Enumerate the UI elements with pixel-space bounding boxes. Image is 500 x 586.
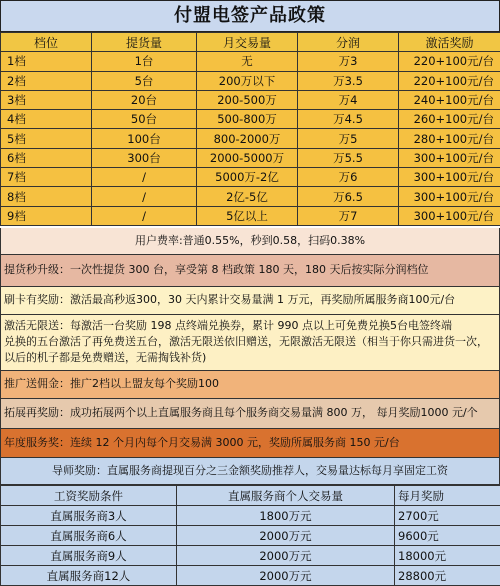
- table-row: [1, 546, 500, 566]
- tier-stock: 20台: [92, 90, 197, 109]
- wage-monthly: 18000元: [395, 546, 500, 566]
- table-row: [1, 71, 500, 90]
- wage-monthly: 28800元: [395, 566, 500, 586]
- tier-stock: 300台: [92, 148, 197, 167]
- card-reward-policy: 刷卡有奖励：激活最高秒返300，30 天内累计交易量满 1 万元，再奖励所属服务商100元/台: [0, 287, 500, 315]
- wage-header-condition: 工资奖励条件: [1, 486, 177, 506]
- tier-reward: 220+100元/台: [399, 52, 500, 71]
- unlimited-activation-policy: [0, 315, 500, 371]
- table-row: [1, 148, 500, 167]
- table-row: [1, 168, 500, 187]
- wage-monthly: 9600元: [395, 526, 500, 546]
- tier-volume: 2000-5000万: [197, 148, 298, 167]
- tier-reward: 240+100元/台: [399, 90, 500, 109]
- tier-header-share: 分润: [298, 33, 399, 52]
- tier-table-header: [1, 33, 500, 52]
- tier-level: 3档: [1, 90, 92, 109]
- tier-reward: 220+100元/台: [399, 71, 500, 90]
- table-row: [1, 187, 500, 206]
- tier-reward: 280+100元/台: [399, 129, 500, 148]
- tier-header-reward: 激活奖励: [399, 33, 500, 52]
- wage-volume: 2000万元: [177, 566, 395, 586]
- tier-stock: 5台: [92, 71, 197, 90]
- unlimited-line-3: 以后的机子都是免费赠送，无需掏钱补货): [4, 350, 496, 366]
- wage-table-header: [1, 486, 500, 506]
- expansion-policy: 拓展再奖励：成功拓展两个以上直属服务商且每个服务商交易量满 800 万， 每月奖励1000 元/个: [0, 399, 500, 429]
- table-row: [1, 52, 500, 71]
- tier-level: 4档: [1, 110, 92, 129]
- wage-condition: 直属服务商9人: [1, 546, 177, 566]
- tier-share: 万3: [298, 52, 399, 71]
- unlimited-line-2: 兑换的五台激活了再免费送五台，激活无限送依旧赠送，无限激活无限送（相当于你只需进货一次，: [4, 334, 496, 350]
- tier-level: 1档: [1, 52, 92, 71]
- tier-stock: /: [92, 206, 197, 225]
- mentor-reward-line: 导师奖励：直属服务商提现百分之三金额奖励推荐人，交易量达标每月享固定工资: [0, 458, 500, 485]
- tier-volume: 800-2000万: [197, 129, 298, 148]
- wage-volume: 2000万元: [177, 526, 395, 546]
- table-row: [1, 129, 500, 148]
- tier-volume: 200万以下: [197, 71, 298, 90]
- tier-share: 万5.5: [298, 148, 399, 167]
- wage-condition: 直属服务商6人: [1, 526, 177, 546]
- wage-volume: 1800万元: [177, 506, 395, 526]
- page-title: 付盟电签产品政策: [0, 0, 500, 32]
- tier-reward: 300+100元/台: [399, 148, 500, 167]
- tier-volume: 5000万-2亿: [197, 168, 298, 187]
- tier-level: 5档: [1, 129, 92, 148]
- unlimited-line-1: 激活无限送：每激活一台奖励 198 点终端兑换券，累计 990 点以上可免费兑换5台电签终端: [4, 318, 496, 334]
- tier-level: 7档: [1, 168, 92, 187]
- tier-level: 8档: [1, 187, 92, 206]
- wage-header-volume: 直属服务商个人交易量: [177, 486, 395, 506]
- tier-share: 万6.5: [298, 187, 399, 206]
- tier-stock: /: [92, 168, 197, 187]
- referral-policy: 推广送佣金：推广2档以上盟友每个奖励100: [0, 371, 500, 399]
- wage-table: [0, 485, 500, 586]
- tier-share: 万5: [298, 129, 399, 148]
- table-row: [1, 566, 500, 586]
- table-row: [1, 526, 500, 546]
- tier-volume: 无: [197, 52, 298, 71]
- tier-stock: 50台: [92, 110, 197, 129]
- tier-level: 9档: [1, 206, 92, 225]
- wage-condition: 直属服务商12人: [1, 566, 177, 586]
- user-rate-line: 用户费率:普通0.55%，秒到0.58，扫码0.38%: [0, 228, 500, 255]
- wage-monthly: 2700元: [395, 506, 500, 526]
- tier-stock: 1台: [92, 52, 197, 71]
- tier-share: 万6: [298, 168, 399, 187]
- tier-reward: 260+100元/台: [399, 110, 500, 129]
- tier-volume: 500-800万: [197, 110, 298, 129]
- annual-service-policy: 年度服务奖：连续 12 个月内每个月交易满 3000 元，奖励所属服务商 150 元/台: [0, 429, 500, 458]
- tier-share: 万7: [298, 206, 399, 225]
- tier-reward: 300+100元/台: [399, 187, 500, 206]
- table-row: [1, 110, 500, 129]
- table-row: [1, 206, 500, 225]
- table-row: [1, 506, 500, 526]
- tier-volume: 200-500万: [197, 90, 298, 109]
- wage-header-monthly: 每月奖励: [395, 486, 500, 506]
- tier-level: 6档: [1, 148, 92, 167]
- wage-condition: 直属服务商3人: [1, 506, 177, 526]
- tier-share: 万4: [298, 90, 399, 109]
- tier-volume: 5亿以上: [197, 206, 298, 225]
- tier-header-volume: 月交易量: [197, 33, 298, 52]
- tier-share: 万3.5: [298, 71, 399, 90]
- tier-stock: /: [92, 187, 197, 206]
- tier-reward: 300+100元/台: [399, 206, 500, 225]
- wage-volume: 2000万元: [177, 546, 395, 566]
- tier-header-stock: 提货量: [92, 33, 197, 52]
- tier-stock: 100台: [92, 129, 197, 148]
- tier-volume: 2亿-5亿: [197, 187, 298, 206]
- tier-level: 2档: [1, 71, 92, 90]
- upgrade-policy: 提货秒升级：一次性提货 300 台，享受第 8 档政策 180 天，180 天后按实际分润档位: [0, 255, 500, 287]
- tier-reward: 300+100元/台: [399, 168, 500, 187]
- tier-share: 万4.5: [298, 110, 399, 129]
- table-row: [1, 90, 500, 109]
- tier-header-level: 档位: [1, 33, 92, 52]
- tier-table: [0, 32, 500, 226]
